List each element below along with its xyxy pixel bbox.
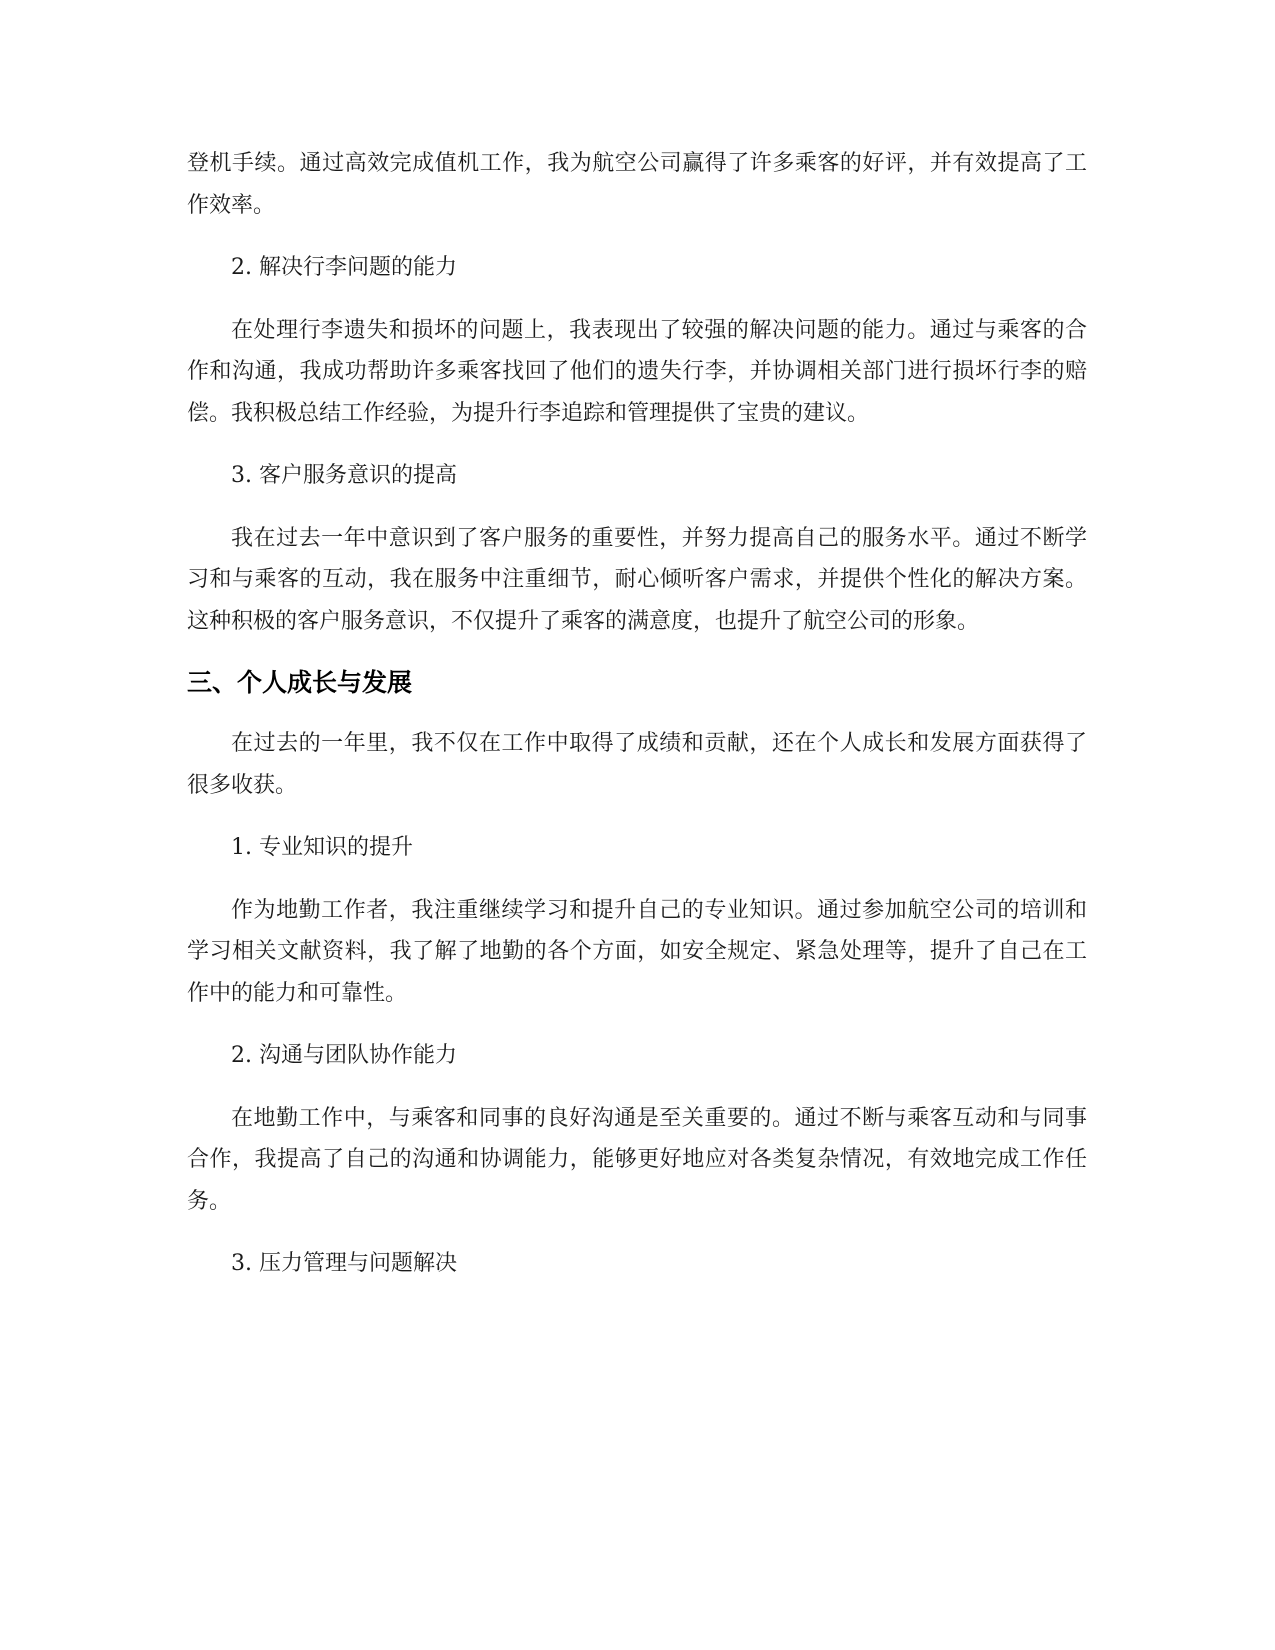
list-item-stress: 3. 压力管理与问题解决 — [231, 1251, 457, 1276]
section-heading-growth: 三、个人成长与发展 — [187, 668, 413, 697]
list-item-knowledge: 1. 专业知识的提升 — [231, 835, 413, 860]
paragraph-luggage: 在处理行李遗失和损坏的问题上，我表现出了较强的解决问题的能力。通过与乘客的合作和沟通，我成功帮助许多乘客找回了他们的遗失行李，并协调相关部门进行损坏行李的赔偿。我积极总结工作经验，为提升行李追踪和管理提供了宝贵的建议。 — [187, 317, 1087, 426]
paragraph-teamwork: 在地勤工作中，与乘客和同事的良好沟通是至关重要的。通过不断与乘客互动和与同事合作，我提高了自己的沟通和协调能力，能够更好地应对各类复杂情况，有效地完成工作任务。 — [187, 1105, 1087, 1214]
list-item-service: 3. 客户服务意识的提高 — [231, 463, 457, 488]
list-item-teamwork: 2. 沟通与团队协作能力 — [231, 1043, 457, 1068]
paragraph-growth: 在过去的一年里，我不仅在工作中取得了成绩和贡献，还在个人成长和发展方面获得了很多收获。 — [187, 731, 1087, 798]
paragraph-knowledge: 作为地勤工作者，我注重继续学习和提升自己的专业知识。通过参加航空公司的培训和学习相关文献资料，我了解了地勤的各个方面，如安全规定、紧急处理等，提升了自己在工作中的能力和可靠性。 — [187, 897, 1087, 1006]
paragraph-service: 我在过去一年中意识到了客户服务的重要性，并努力提高自己的服务水平。通过不断学习和与乘客的互动，我在服务中注重细节，耐心倾听客户需求，并提供个性化的解决方案。这种积极的客户服务意识，不仅提升了乘客的满意度，也提升了航空公司的形象。 — [187, 525, 1087, 634]
list-item-luggage: 2. 解决行李问题的能力 — [231, 255, 457, 280]
document-body — [187, 143, 1087, 1306]
paragraph-checkin-continued: 登机手续。通过高效完成值机工作，我为航空公司赢得了许多乘客的好评，并有效提高了工作效率。 — [187, 151, 1087, 218]
